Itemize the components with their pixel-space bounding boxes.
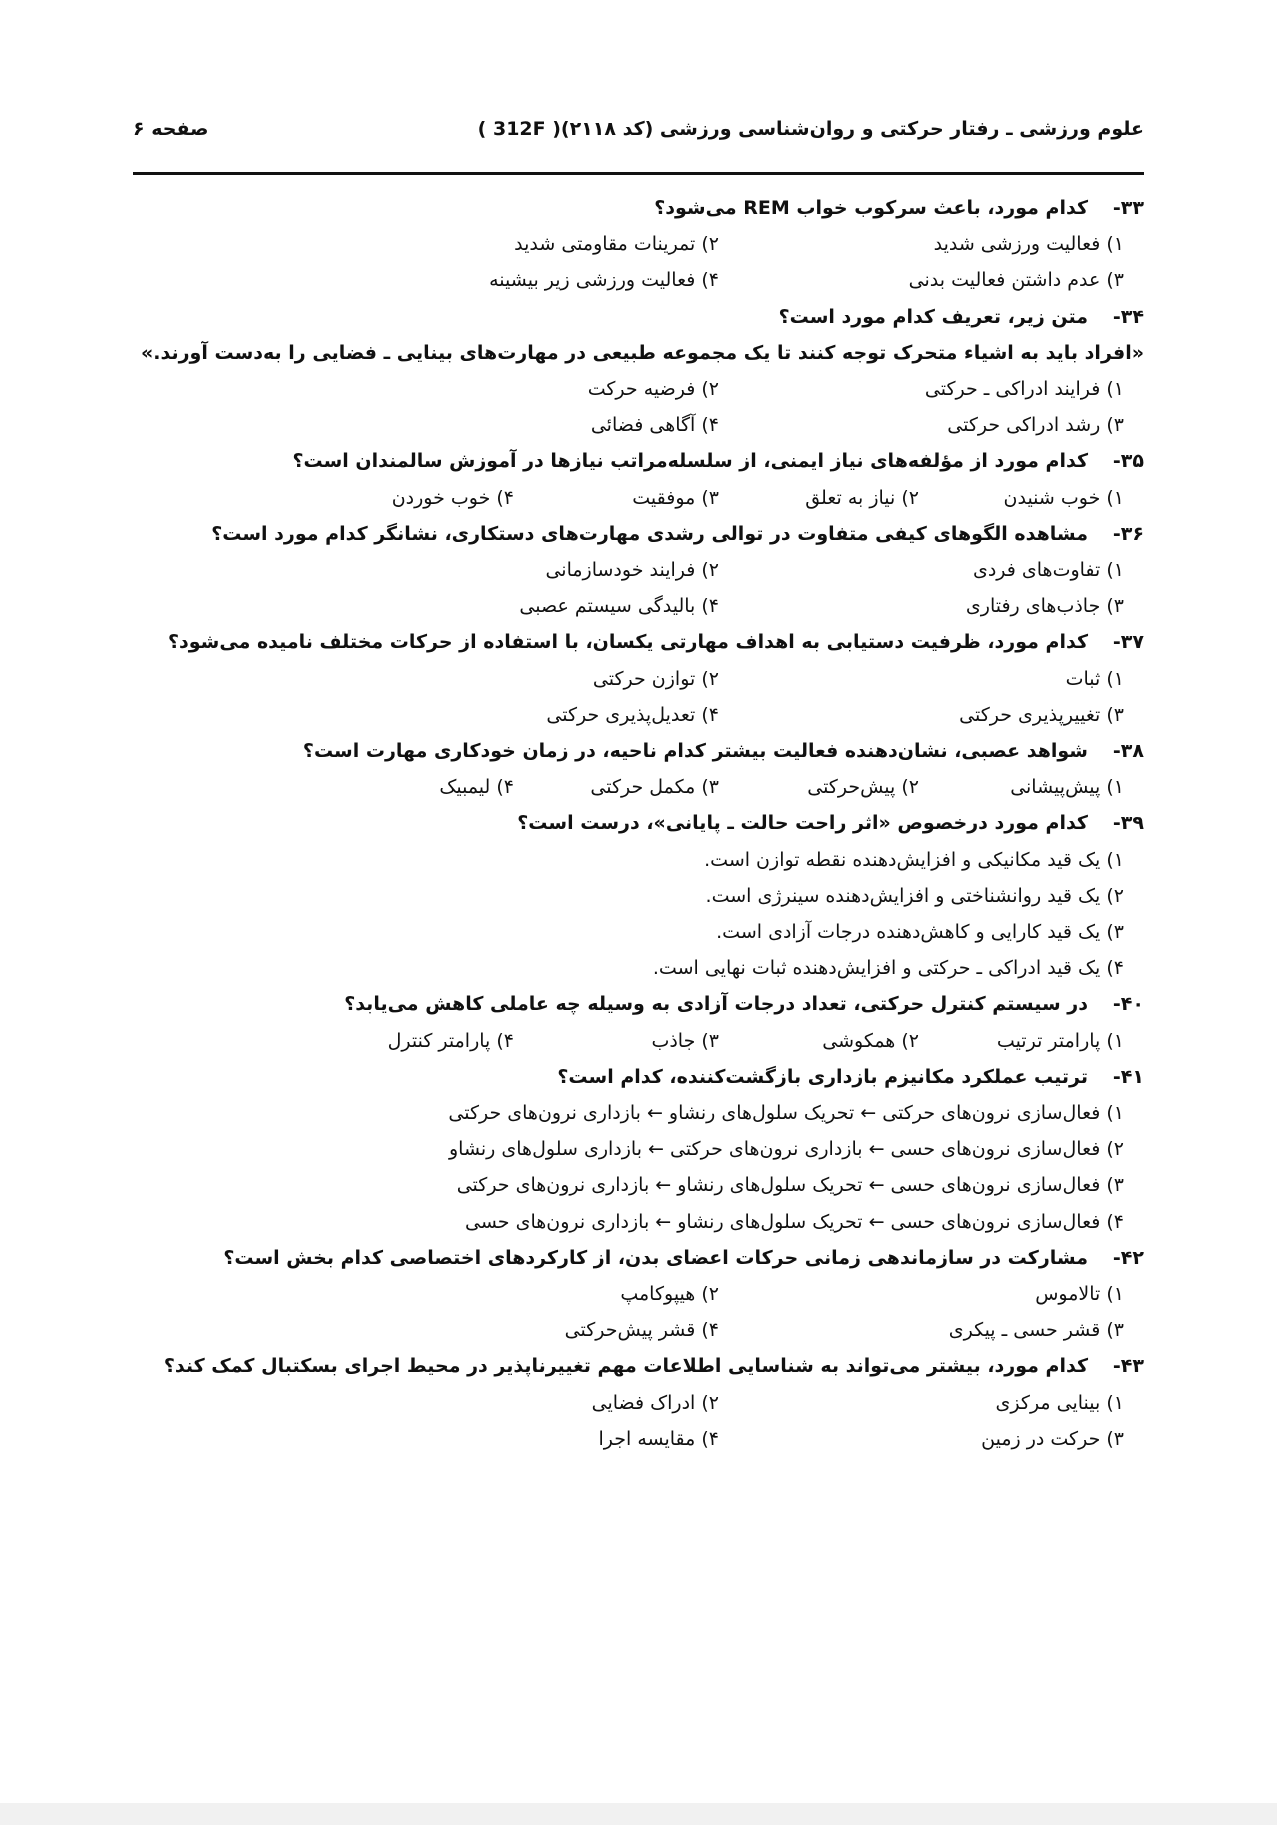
- question-line: [133, 806, 1144, 840]
- answer-option: ۲) فرایند خودسازمانی: [545, 559, 719, 581]
- answer-option: ۱) پارامتر ترتیب: [996, 1030, 1124, 1052]
- question-text: کدام مورد، بیشتر می‌تواند به شناسایی اطلاعات مهم تغییرناپذیر در محیط اجرای بسکتبال کمک کند؟: [163, 1355, 1088, 1377]
- options-row: [133, 698, 1144, 732]
- answer-option: ۳) حرکت در زمین: [981, 1428, 1124, 1450]
- answer-option: ۴) مقایسه اجرا: [598, 1428, 719, 1450]
- answer-option: ۳) فعال‌سازی نرون‌های حسی ← تحریک سلول‌های رنشاو ← بازداری نرون‌های حرکتی: [456, 1174, 1124, 1196]
- answer-option: ۱) یک قید مکانیکی و افزایش‌دهنده نقطه توازن است.: [704, 849, 1124, 871]
- question-line: [133, 191, 1144, 225]
- question-number: ۴۳-: [1112, 1355, 1144, 1377]
- answer-option: ۳) عدم داشتن فعالیت بدنی: [908, 269, 1124, 291]
- question-number: ۳۷-: [1112, 631, 1144, 653]
- question-text: در سیستم کنترل حرکتی، تعداد درجات آزادی به وسیله چه عاملی کاهش می‌یابد؟: [344, 993, 1088, 1015]
- answer-option: ۴) فعال‌سازی نرون‌های حسی ← تحریک سلول‌های رنشاو ← بازداری نرون‌های حسی: [465, 1211, 1124, 1233]
- answer-option: ۴) پارامتر کنترل: [387, 1030, 514, 1052]
- question-line: [133, 987, 1144, 1021]
- answer-option: ۴) آگاهی فضائی: [590, 414, 719, 436]
- answer-option: ۱) فعال‌سازی نرون‌های حرکتی ← تحریک سلول‌های رنشاو ← بازداری نرون‌های حرکتی: [448, 1102, 1124, 1124]
- page-header: [133, 118, 1144, 154]
- page-number: صفحه ۶: [133, 118, 209, 140]
- question-line: [133, 1241, 1144, 1275]
- question-number: ۳۵-: [1112, 450, 1144, 472]
- answer-option: ۳) یک قید کارایی و کاهش‌دهنده درجات آزادی است.: [716, 921, 1124, 943]
- quote-line: [133, 336, 1144, 370]
- options-row: [133, 372, 1144, 406]
- answer-option: ۲) همکوشی: [822, 1030, 919, 1052]
- question-number: ۴۲-: [1112, 1247, 1144, 1269]
- answer-option: ۴) خوب خوردن: [391, 487, 514, 509]
- answer-option: ۳) موفقیت: [632, 487, 719, 509]
- question-text: کدام مورد، ظرفیت دستیابی به اهداف مهارتی یکسان، با استفاده از حرکات مختلف نامیده می‌شود؟: [167, 631, 1088, 653]
- options-row: [133, 589, 1144, 623]
- options-row: [133, 770, 1144, 804]
- question-line: [133, 300, 1144, 334]
- header-divider: [133, 172, 1144, 175]
- question-text: کدام مورد درخصوص «اثر راحت حالت ـ پایانی»، درست است؟: [517, 812, 1088, 834]
- answer-option: ۴) فعالیت ورزشی زیر بیشینه: [489, 269, 719, 291]
- question-number: ۳۹-: [1112, 812, 1144, 834]
- question-number: ۴۱-: [1112, 1066, 1144, 1088]
- options-row: [133, 1205, 1144, 1239]
- question-quote: «افراد باید به اشیاء متحرک توجه کنند تا یک مجموعه طبیعی در مهارت‌های بینایی ـ فضایی را به‌دست آورند.»: [140, 342, 1144, 364]
- question-line: [133, 444, 1144, 478]
- options-row: [133, 227, 1144, 261]
- options-row: [133, 263, 1144, 297]
- answer-option: ۱) خوب شنیدن: [1003, 487, 1124, 509]
- question-line: [133, 1060, 1144, 1094]
- answer-option: ۴) لیمبیک: [439, 776, 514, 798]
- answer-option: ۴) قشر پیش‌حرکتی: [564, 1319, 719, 1341]
- question-text: متن زیر، تعریف کدام مورد است؟: [778, 306, 1088, 328]
- options-row: [133, 553, 1144, 587]
- question-text: کدام مورد، باعث سرکوب خواب REM می‌شود؟: [654, 197, 1088, 219]
- answer-option: ۲) ادراک فضایی: [591, 1392, 719, 1414]
- answer-option: ۲) فرضیه حرکت: [587, 378, 719, 400]
- answer-option: ۲) یک قید روانشناختی و افزایش‌دهنده سینرژی است.: [705, 885, 1124, 907]
- question-number: ۳۸-: [1112, 740, 1144, 762]
- exam-title: علوم ورزشی ـ رفتار حرکتی و روان‌شناسی ورزشی (کد ۲۱۱۸)( 312F ): [477, 118, 1144, 140]
- answer-option: ۲) توازن حرکتی: [592, 668, 719, 690]
- answer-option: ۱) فعالیت ورزشی شدید: [933, 233, 1124, 255]
- question-text: مشاهده الگوهای کیفی متفاوت در توالی رشدی مهارت‌های دستکاری، نشانگر کدام مورد است؟: [211, 523, 1088, 545]
- answer-option: ۲) تمرینات مقاومتی شدید: [514, 233, 719, 255]
- answer-option: ۳) مکمل حرکتی: [590, 776, 719, 798]
- options-row: [133, 662, 1144, 696]
- question-text: شواهد عصبی، نشان‌دهنده فعالیت بیشتر کدام ناحیه، در زمان خودکاری مهارت است؟: [302, 740, 1088, 762]
- answer-option: ۴) تعدیل‌پذیری حرکتی: [546, 704, 719, 726]
- answer-option: ۲) فعال‌سازی نرون‌های حسی ← بازداری نرون‌های حرکتی ← بازداری سلول‌های رنشاو: [448, 1138, 1124, 1160]
- question-text: مشارکت در سازماندهی زمانی حرکات اعضای بدن، از کارکردهای اختصاصی کدام بخش است؟: [223, 1247, 1088, 1269]
- answer-option: ۴) بالیدگی سیستم عصبی: [519, 595, 719, 617]
- answer-option: ۱) ثبات: [1065, 668, 1124, 690]
- question-number: ۳۳-: [1112, 197, 1144, 219]
- answer-option: ۱) فرایند ادراکی ـ حرکتی: [924, 378, 1124, 400]
- question-number: ۳۴-: [1112, 306, 1144, 328]
- answer-option: ۲) نیاز به تعلق: [805, 487, 919, 509]
- options-row: [133, 1386, 1144, 1420]
- options-row: [133, 843, 1144, 877]
- options-row: [133, 1422, 1144, 1456]
- options-row: [133, 1096, 1144, 1130]
- answer-option: ۱) تفاوت‌های فردی: [972, 559, 1124, 581]
- answer-option: ۴) یک قید ادراکی ـ حرکتی و افزایش‌دهنده ثبات نهایی است.: [652, 957, 1124, 979]
- options-row: [133, 408, 1144, 442]
- options-row: [133, 1132, 1144, 1166]
- options-row: [133, 1313, 1144, 1347]
- answer-option: ۲) هیپوکامپ: [620, 1283, 719, 1305]
- options-row: [133, 951, 1144, 985]
- options-row: [133, 1024, 1144, 1058]
- question-line: [133, 517, 1144, 551]
- answer-option: ۱) بینایی مرکزی: [995, 1392, 1124, 1414]
- options-row: [133, 1277, 1144, 1311]
- question-number: ۳۶-: [1112, 523, 1144, 545]
- options-row: [133, 1168, 1144, 1202]
- answer-option: ۳) جاذب: [651, 1030, 719, 1052]
- options-row: [133, 481, 1144, 515]
- question-line: [133, 625, 1144, 659]
- answer-option: ۳) تغییرپذیری حرکتی: [959, 704, 1124, 726]
- options-row: [133, 915, 1144, 949]
- answer-option: ۳) قشر حسی ـ پیکری: [948, 1319, 1124, 1341]
- question-line: [133, 1349, 1144, 1383]
- answer-option: ۳) جاذب‌های رفتاری: [965, 595, 1124, 617]
- options-row: [133, 879, 1144, 913]
- answer-option: ۲) پیش‌حرکتی: [807, 776, 919, 798]
- question-line: [133, 734, 1144, 768]
- question-number: ۴۰-: [1112, 993, 1144, 1015]
- question-text: کدام مورد از مؤلفه‌های نیاز ایمنی، از سلسله‌مراتب نیازها در آموزش سالمندان است؟: [292, 450, 1088, 472]
- bottom-strip: [0, 1803, 1277, 1825]
- answer-option: ۱) پیش‌پیشانی: [1010, 776, 1124, 798]
- answer-option: ۳) رشد ادراکی حرکتی: [947, 414, 1124, 436]
- question-text: ترتیب عملکرد مکانیزم بازداری بازگشت‌کننده، کدام است؟: [557, 1066, 1088, 1088]
- answer-option: ۱) تالاموس: [1035, 1283, 1124, 1305]
